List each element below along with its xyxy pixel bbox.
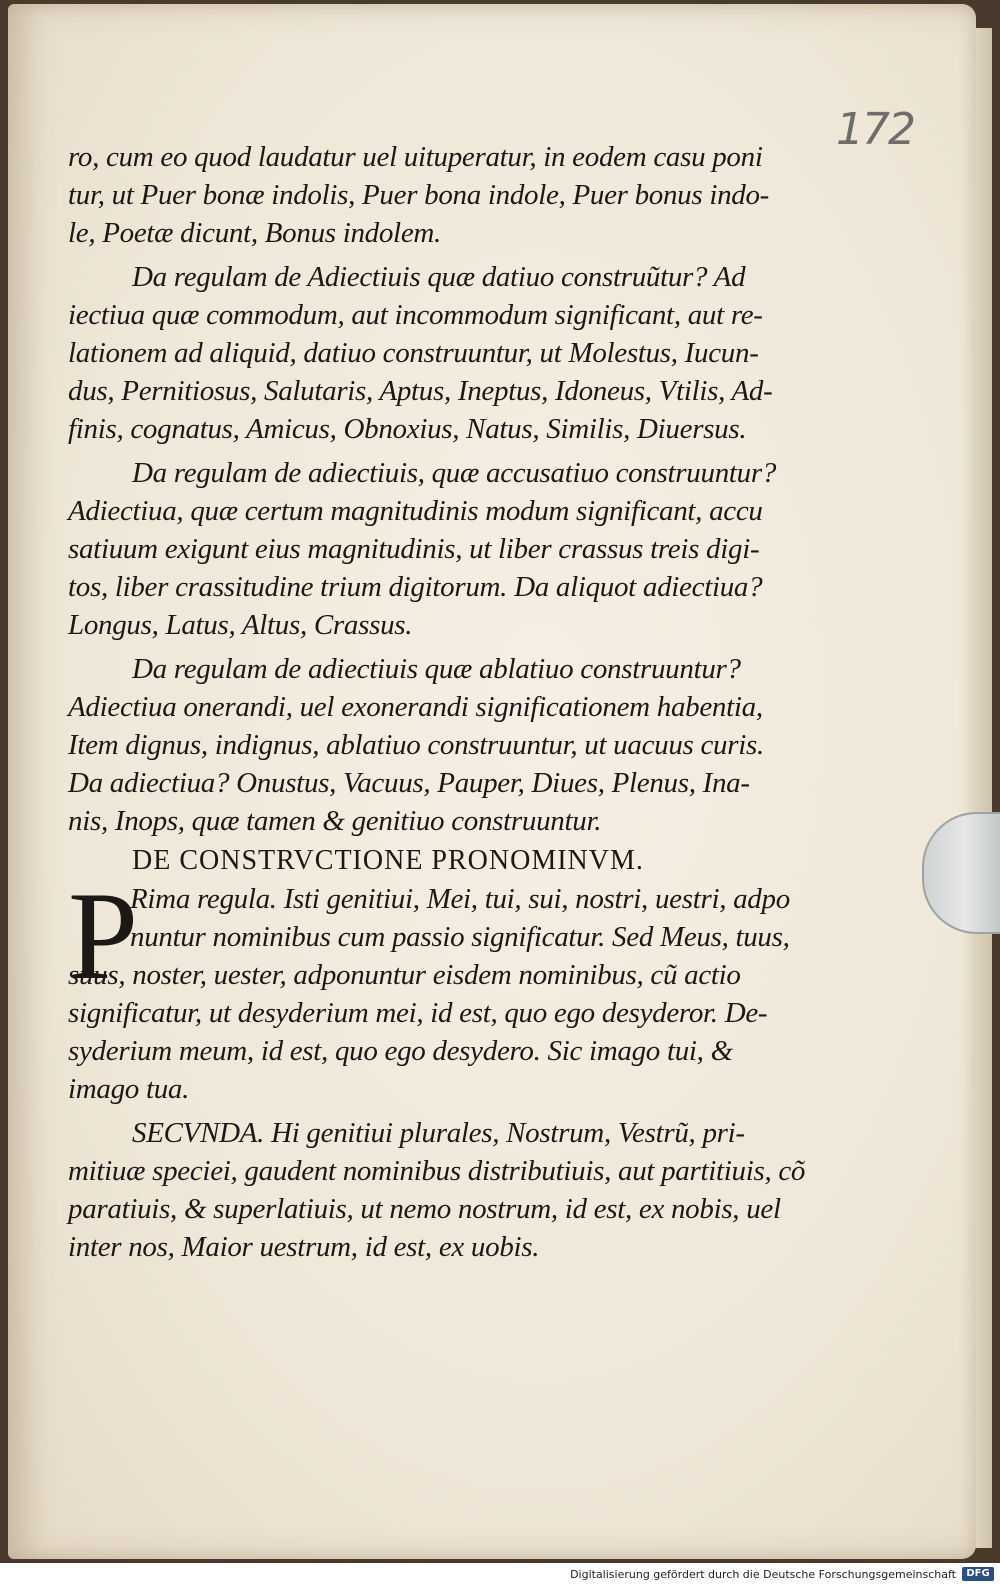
text-line: iectiua quæ commodum, aut incommodum significant, aut re- (68, 299, 763, 331)
text-line: tos, liber crassitudine trium digitorum. Da aliquot adiectiua? (68, 571, 763, 603)
text-line: syderium meum, id est, quo ego desydero. Sic imago tui, & (68, 1035, 733, 1067)
text-line: suus, noster, uester, adponuntur eisdem nominibus, cũ actio (68, 959, 741, 991)
text-line: lationem ad aliquid, datiuo construuntur, ut Molestus, Iucun- (68, 337, 759, 369)
text-line: SECVNDA. Hi genitiui plurales, Nostrum, Vestrũ, pri- (132, 1117, 745, 1149)
funding-credit: Digitalisierung gefördert durch die Deutsche Forschungsgemeinschaft (570, 1568, 956, 1581)
paragraph-dative (68, 258, 808, 448)
text-line: Adiectiua, quæ certum magnitudinis modum significant, accu (68, 495, 763, 527)
text-line: Longus, Latus, Altus, Crassus. (68, 609, 413, 641)
text-line: paratiuis, & superlatiuis, ut nemo nostrum, id est, ex nobis, uel (68, 1193, 781, 1225)
text-line: inter nos, Maior uestrum, id est, ex uobis. (68, 1231, 540, 1263)
book-page (8, 4, 976, 1559)
text-line: Rima regula. Isti genitiui, Mei, tui, sui, nostri, uestri, adpo (130, 883, 790, 915)
text-line: imago tua. (68, 1073, 190, 1105)
text-line: tur, ut Puer bonæ indolis, Puer bona indole, Puer bonus indo- (68, 179, 770, 211)
paragraph-ablative (68, 650, 808, 840)
folio-number: 172 (836, 104, 914, 155)
paragraph-secunda (68, 1114, 808, 1266)
page-text (68, 138, 808, 1266)
paragraph-prima-regula (68, 867, 808, 1108)
text-line: nuntur nominibus cum passio significatur. Sed Meus, tuus, (130, 921, 790, 953)
dfg-logo: DFG (962, 1567, 994, 1581)
text-line: dus, Pernitiosus, Salutaris, Aptus, Ineptus, Idoneus, Vtilis, Ad- (68, 375, 773, 407)
text-line: Da regulam de adiectiuis quæ ablatiuo construuntur? (132, 653, 741, 685)
digitization-footer (0, 1563, 1000, 1585)
text-line: nis, Inops, quæ tamen & genitiuo construuntur. (68, 805, 602, 837)
text-line: Da regulam de Adiectiuis quæ datiuo construũtur? Ad (132, 261, 746, 293)
text-line: Item dignus, indignus, ablatiuo construuntur, ut uacuus curis. (68, 729, 764, 761)
text-line: le, Poetæ dicunt, Bonus indolem. (68, 217, 441, 249)
drop-cap: P (68, 867, 138, 1006)
text-line: satiuum exigunt eius magnitudinis, ut liber crassus treis digi- (68, 533, 760, 565)
text-line: significatur, ut desyderium mei, id est, quo ego desyderor. De- (68, 997, 768, 1029)
paragraph-accusative (68, 454, 808, 644)
text-line: finis, cognatus, Amicus, Obnoxius, Natus, Similis, Diuersus. (68, 413, 747, 445)
text-line: ro, cum eo quod laudatur uel uituperatur, in eodem casu poni (68, 141, 763, 173)
text-line: mitiuæ speciei, gaudent nominibus distributiuis, aut partitiuis, cõ (68, 1155, 806, 1187)
section-heading: DE CONSTRVCTIONE PRONOMINVM. (132, 845, 644, 876)
text-line: Adiectiua onerandi, uel exonerandi significationem habentia, (68, 691, 763, 723)
text-line: Da regulam de adiectiuis, quæ accusatiuo construuntur? (132, 457, 777, 489)
text-line: Da adiectiua? Onustus, Vacuus, Pauper, Diues, Plenus, Ina- (68, 767, 750, 799)
paragraph-1 (68, 138, 808, 252)
